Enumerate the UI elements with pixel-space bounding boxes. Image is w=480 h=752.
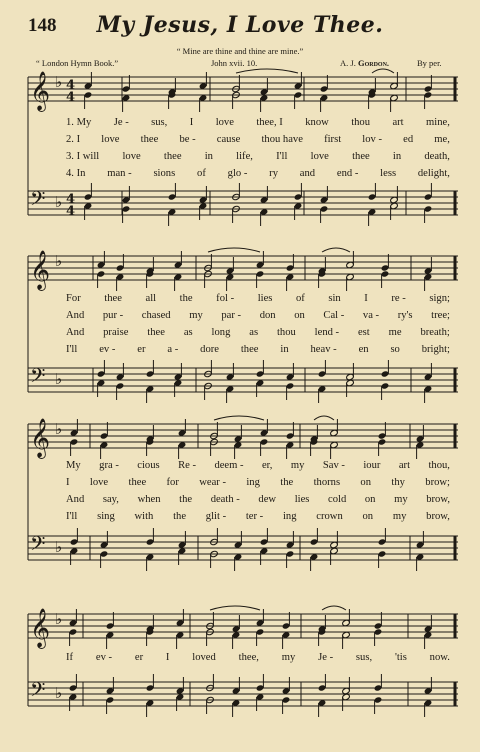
lyric-syllable: my bbox=[290, 460, 305, 471]
lyric-line bbox=[66, 151, 450, 162]
lyric-syllable: ev - bbox=[95, 652, 113, 663]
lyric-syllable: me, bbox=[434, 134, 450, 145]
epigraph: “ Mine are thine and thine are mine.” bbox=[176, 46, 304, 56]
lyric-syllable: my bbox=[281, 652, 296, 663]
lyric-syllable: know bbox=[305, 117, 329, 128]
lyric-syllable: cause bbox=[216, 134, 241, 145]
lyric-syllable: wear - bbox=[199, 477, 226, 488]
lyric-syllable: my bbox=[189, 310, 203, 321]
lyric-syllable: Cal - bbox=[323, 310, 345, 321]
lyric-syllable: love bbox=[101, 134, 120, 145]
lyric-syllable: of bbox=[295, 293, 305, 304]
lyric-syllable: glo - bbox=[227, 168, 248, 179]
lyric-syllable: thee bbox=[147, 327, 165, 338]
lyric-syllable: on bbox=[360, 477, 372, 488]
lyric-syllable: me bbox=[388, 327, 402, 338]
lyric-syllable: ed bbox=[403, 134, 414, 145]
slur bbox=[322, 606, 346, 610]
lyric-syllable: on bbox=[294, 310, 305, 321]
lyric-syllable: breath; bbox=[420, 327, 450, 338]
lyric-syllable: loved bbox=[192, 652, 216, 663]
lyric-syllable: love bbox=[215, 117, 234, 128]
lyric-syllable: heav - bbox=[310, 344, 337, 355]
lyric-syllable: lend - bbox=[314, 327, 340, 338]
lyric-syllable: in bbox=[280, 344, 289, 355]
lyric-syllable: glit - bbox=[205, 511, 227, 522]
author-surname: Gordon. bbox=[357, 58, 390, 68]
lyric-syllable: brow; bbox=[425, 477, 450, 488]
treble-clef: 𝄞 bbox=[30, 71, 51, 111]
lyric-syllable: don bbox=[259, 310, 276, 321]
lyric-syllable: thou, bbox=[428, 460, 450, 471]
lyric-line bbox=[66, 327, 450, 338]
lyric-syllable: par - bbox=[221, 310, 242, 321]
lyric-syllable: cious bbox=[137, 460, 160, 471]
tune-source: “ London Hymn Book.” bbox=[36, 58, 119, 68]
lyric-syllable: 1. My bbox=[66, 117, 92, 128]
lyric-syllable: cold bbox=[328, 494, 347, 505]
lyric-syllable: My bbox=[66, 460, 81, 471]
lyric-syllable: I'll bbox=[66, 511, 78, 522]
slur bbox=[372, 69, 394, 73]
lyric-syllable: death, bbox=[424, 151, 450, 162]
scripture-reference: John xvii. 10. bbox=[211, 58, 258, 68]
lyric-syllable: thou bbox=[351, 117, 371, 128]
key-signature-flat: ♭ bbox=[55, 420, 63, 438]
lyric-syllable: my bbox=[394, 494, 408, 505]
lyric-syllable: the bbox=[173, 511, 187, 522]
key-signature-flat: ♭ bbox=[55, 252, 63, 270]
lyric-line bbox=[66, 293, 450, 304]
lyric-syllable: I bbox=[364, 293, 368, 304]
lyric-syllable: sign; bbox=[429, 293, 450, 304]
lyric-syllable: ing bbox=[282, 511, 297, 522]
lyric-syllable: the bbox=[179, 494, 193, 505]
author-initials: A. J. bbox=[340, 58, 356, 68]
lyric-syllable: ry bbox=[269, 168, 278, 179]
bass-clef: 𝄢 bbox=[30, 364, 46, 392]
lyric-syllable: love bbox=[122, 151, 141, 162]
lyric-syllable: re - bbox=[391, 293, 406, 304]
slur bbox=[322, 248, 350, 252]
lyric-syllable: lies bbox=[257, 293, 273, 304]
lyric-syllable: brow, bbox=[426, 511, 450, 522]
lyric-syllable: as bbox=[183, 327, 193, 338]
lyric-syllable: end - bbox=[336, 168, 359, 179]
lyric-syllable: on bbox=[364, 494, 376, 505]
lyric-syllable: va - bbox=[362, 310, 380, 321]
slur bbox=[214, 416, 264, 420]
lyric-syllable: be - bbox=[179, 134, 196, 145]
lyric-line bbox=[66, 494, 450, 505]
lyric-syllable: chased bbox=[141, 310, 171, 321]
lyric-syllable: er bbox=[134, 652, 144, 663]
lyric-syllable: thou bbox=[276, 327, 296, 338]
lyric-syllable: I'll bbox=[276, 151, 288, 162]
bass-clef: 𝄢 bbox=[30, 187, 46, 215]
lyric-line bbox=[66, 652, 450, 663]
lyric-syllable: sus, bbox=[151, 117, 168, 128]
lyric-syllable: love bbox=[89, 477, 109, 488]
lyric-syllable: 'tis bbox=[394, 652, 407, 663]
lyric-syllable: thee bbox=[128, 477, 147, 488]
lyric-syllable: sions bbox=[153, 168, 176, 179]
lyric-syllable: ter - bbox=[245, 511, 264, 522]
rights-notice: By per. bbox=[417, 58, 442, 68]
lyric-syllable: er bbox=[137, 344, 146, 355]
lyric-syllable: thee bbox=[104, 293, 122, 304]
lyric-syllable: I'll bbox=[66, 344, 78, 355]
lyric-syllable: love bbox=[310, 151, 329, 162]
lyric-syllable: For bbox=[66, 293, 81, 304]
treble-clef: 𝄞 bbox=[30, 250, 51, 290]
lyric-syllable: first bbox=[324, 134, 342, 145]
lyric-syllable: I bbox=[189, 117, 194, 128]
lyric-syllable: sin bbox=[328, 293, 341, 304]
lyric-syllable: praise bbox=[103, 327, 129, 338]
lyric-syllable: lies bbox=[294, 494, 310, 505]
lyric-syllable: man - bbox=[107, 168, 132, 179]
lyric-syllable: thee, bbox=[238, 652, 259, 663]
lyric-syllable: Re - bbox=[178, 460, 197, 471]
lyric-syllable: est bbox=[357, 327, 370, 338]
lyric-syllable: and bbox=[299, 168, 316, 179]
lyric-line bbox=[66, 344, 450, 355]
lyric-line bbox=[66, 511, 450, 522]
slur bbox=[236, 69, 298, 73]
lyric-syllable: en bbox=[358, 344, 369, 355]
treble-clef: 𝄞 bbox=[30, 608, 51, 648]
lyric-syllable: on bbox=[362, 511, 374, 522]
lyric-syllable: Je - bbox=[113, 117, 129, 128]
lyric-line bbox=[66, 134, 450, 145]
lyric-line bbox=[66, 168, 450, 179]
lyric-syllable: iour bbox=[363, 460, 381, 471]
hymn-title: My Jesus, I Love Thee. bbox=[96, 12, 384, 38]
lyric-syllable: And bbox=[66, 310, 85, 321]
lyric-syllable: now. bbox=[429, 652, 450, 663]
lyric-syllable: tree; bbox=[431, 310, 450, 321]
key-signature-flat: ♭ bbox=[55, 684, 63, 702]
lyric-syllable: gra - bbox=[99, 460, 119, 471]
lyric-syllable: ev - bbox=[99, 344, 116, 355]
lyric-syllable: in bbox=[204, 151, 213, 162]
key-signature-flat: ♭ bbox=[55, 73, 63, 91]
lyric-syllable: thee bbox=[240, 344, 259, 355]
lyric-syllable: And bbox=[66, 327, 85, 338]
lyric-syllable: when bbox=[137, 494, 161, 505]
lyric-syllable: sus, bbox=[355, 652, 373, 663]
lyric-syllable: crown bbox=[316, 511, 343, 522]
lyric-syllable: long bbox=[211, 327, 231, 338]
lyric-syllable: dore bbox=[200, 344, 219, 355]
lyric-syllable: art bbox=[398, 460, 411, 471]
time-signature-top: 4 bbox=[66, 192, 76, 207]
lyric-line bbox=[66, 117, 450, 128]
lyric-syllable: all bbox=[145, 293, 157, 304]
lyric-line bbox=[66, 310, 450, 321]
lyric-syllable: art bbox=[392, 117, 404, 128]
lyric-syllable: my bbox=[392, 511, 407, 522]
lyric-syllable: Sav - bbox=[322, 460, 345, 471]
key-signature-flat: ♭ bbox=[55, 610, 63, 628]
lyric-syllable: brow, bbox=[426, 494, 450, 505]
lyric-syllable: fol - bbox=[216, 293, 235, 304]
lyric-syllable: ing bbox=[246, 477, 260, 488]
key-signature-flat: ♭ bbox=[55, 538, 63, 556]
lyric-syllable: 3. I will bbox=[66, 151, 100, 162]
lyric-syllable: for bbox=[166, 477, 179, 488]
lyric-syllable: If bbox=[66, 652, 74, 663]
lyric-syllable: ry's bbox=[397, 310, 413, 321]
key-signature-flat: ♭ bbox=[55, 370, 63, 388]
lyric-line bbox=[66, 460, 450, 471]
lyric-syllable: of bbox=[197, 168, 206, 179]
lyric-syllable: thy bbox=[391, 477, 405, 488]
lyric-syllable: delight, bbox=[417, 168, 450, 179]
lyric-syllable: 2. I bbox=[66, 134, 81, 145]
lyric-syllable: say, bbox=[102, 494, 119, 505]
page-number: 148 bbox=[28, 15, 57, 36]
lyric-syllable: Je - bbox=[318, 652, 334, 663]
lyric-syllable: thorns bbox=[313, 477, 341, 488]
lyric-syllable: er, bbox=[261, 460, 273, 471]
slur bbox=[208, 248, 260, 252]
lyric-syllable: thee bbox=[140, 134, 159, 145]
treble-clef: 𝄞 bbox=[30, 418, 51, 458]
lyric-syllable: mine, bbox=[426, 117, 450, 128]
lyric-syllable: thee bbox=[163, 151, 182, 162]
bass-clef: 𝄢 bbox=[30, 678, 46, 706]
lyric-syllable: 4. In bbox=[66, 168, 86, 179]
lyric-line bbox=[66, 477, 450, 488]
lyric-syllable: the bbox=[280, 477, 294, 488]
lyric-syllable: thou have bbox=[261, 134, 303, 145]
lyric-syllable: a - bbox=[167, 344, 179, 355]
lyric-syllable: And bbox=[66, 494, 85, 505]
time-signature-top: 4 bbox=[66, 78, 76, 93]
lyric-syllable: I bbox=[66, 477, 70, 488]
lyric-syllable: death - bbox=[210, 494, 240, 505]
lyric-syllable: less bbox=[380, 168, 397, 179]
lyric-syllable: so bbox=[390, 344, 400, 355]
lyric-syllable: sing bbox=[97, 511, 115, 522]
slur bbox=[210, 606, 260, 610]
slur bbox=[314, 416, 334, 420]
lyric-syllable: I bbox=[165, 652, 170, 663]
lyric-syllable: thee bbox=[352, 151, 370, 162]
key-signature-flat: ♭ bbox=[55, 193, 63, 211]
lyric-syllable: with bbox=[134, 511, 154, 522]
lyric-syllable: in bbox=[392, 151, 402, 162]
time-signature-bottom: 4 bbox=[66, 90, 76, 105]
lyric-syllable: life, bbox=[236, 151, 253, 162]
lyric-syllable: dew bbox=[258, 494, 277, 505]
lyric-syllable: lov - bbox=[362, 134, 383, 145]
lyric-syllable: bright; bbox=[421, 344, 450, 355]
lyric-syllable: pur - bbox=[102, 310, 124, 321]
lyric-syllable: thee, I bbox=[256, 117, 283, 128]
lyric-syllable: the bbox=[179, 293, 193, 304]
lyric-syllable: as bbox=[249, 327, 259, 338]
bass-clef: 𝄢 bbox=[30, 532, 46, 560]
lyric-syllable: deem - bbox=[214, 460, 244, 471]
time-signature-bottom: 4 bbox=[66, 204, 76, 219]
